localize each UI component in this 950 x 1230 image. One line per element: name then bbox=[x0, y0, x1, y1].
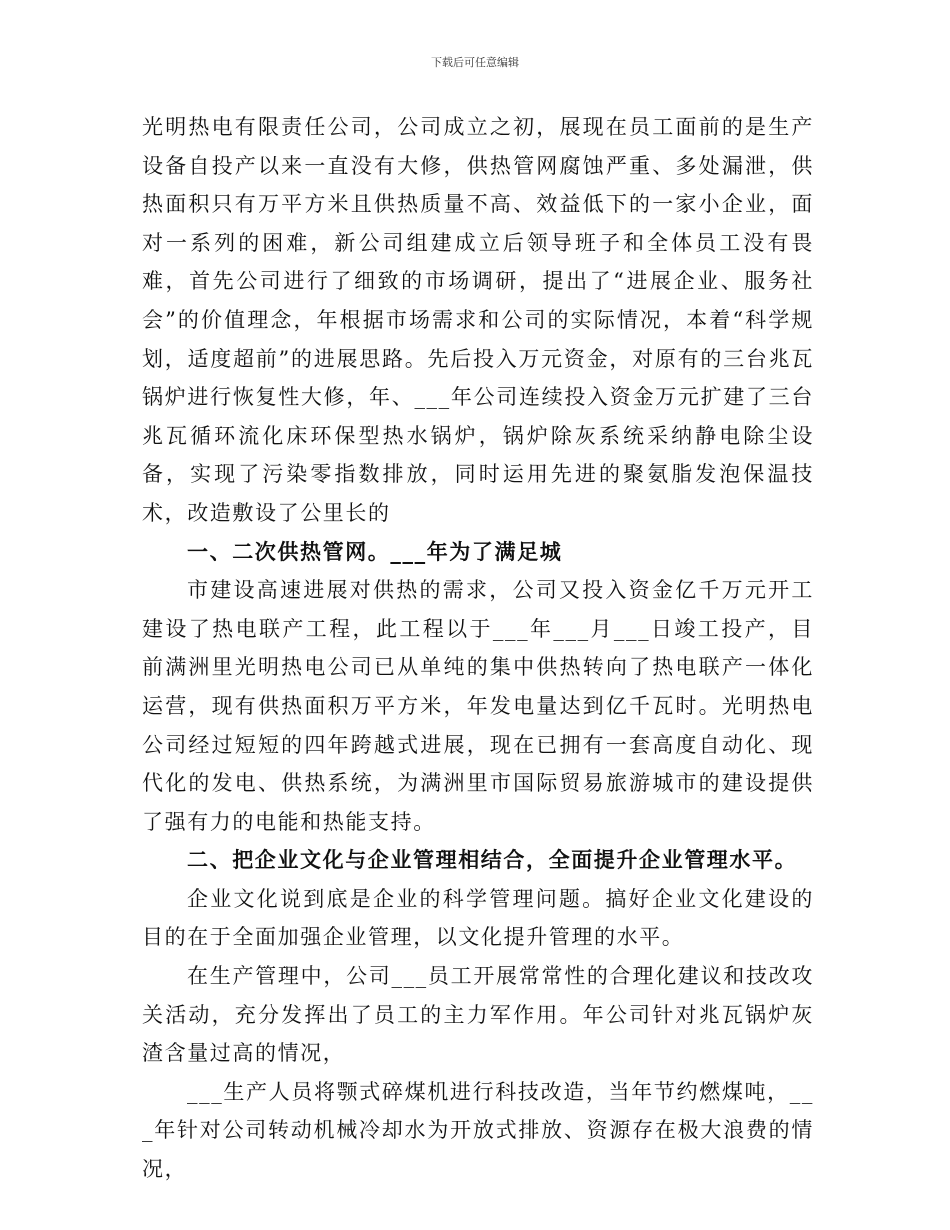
page-header: 下载后可任意编辑 bbox=[431, 56, 519, 69]
paragraph-cogeneration: 市建设高速进展对供热的需求，公司又投入资金亿千万元开工建设了热电联产工程，此工程以于___年___月___日竣工投产，目前满洲里光明热电公司已从单纯的集中供热转向了热电联产一体化运营，现有供热面积万平方米，年发电量达到亿千瓦时。光明热电公司经过短短的四年跨越式进展，现在已拥有一套高度自动化、现代化的发电、供热系统，为满洲里市国际贸易旅游城市的建设提供了强有力的电能和热能支持。 bbox=[142, 578, 814, 834]
paragraph-company-history: 光明热电有限责任公司，公司成立之初，展现在员工面前的是生产设备自投产以来一直没有大修，供热管网腐蚀严重、多处漏泄，供热面积只有万平方米且供热质量不高、效益低下的一家小企业，面对一系列的困难，新公司组建成立后领导班子和全体员工没有畏难，首先公司进行了细致的市场调研，提出了“进展企业、服务社会”的价值理念，年根据市场需求和公司的实际情况，本着“科学规划，适度超前”的进展思路。先后投入万元资金，对原有的三台兆瓦锅炉进行恢复性大修，年、___年公司连续投入资金万元扩建了三台兆瓦循环流化床环保型热水锅炉，锅炉除灰系统采纳静电除尘设备，实现了污染零指数排放，同时运用先进的聚氨脂发泡保温技术，改造敷设了公里长的 bbox=[142, 115, 814, 525]
document-body bbox=[142, 108, 814, 1189]
paragraph-culture: 企业文化说到底是企业的科学管理问题。搞好企业文化建设的目的在于全面加强企业管理，以文化提升管理的水平。 bbox=[142, 886, 814, 950]
paragraph-tech-improvement: ___生产人员将颚式碎煤机进行科技改造，当年节约燃煤吨，___年针对公司转动机械冷却水为开放式排放、资源存在极大浪费的情况， bbox=[142, 1079, 814, 1182]
section-heading-1: 一、二次供热管网。___年为了满足城 bbox=[187, 539, 563, 564]
section-heading-2: 二、把企业文化与企业管理相结合，全面提升企业管理水平。 bbox=[187, 848, 798, 873]
paragraph-production-management: 在生产管理中，公司___员工开展常常性的合理化建议和技改攻关活动，充分发挥出了员工的主力军作用。年公司针对兆瓦锅炉灰渣含量过高的情况， bbox=[142, 964, 814, 1066]
